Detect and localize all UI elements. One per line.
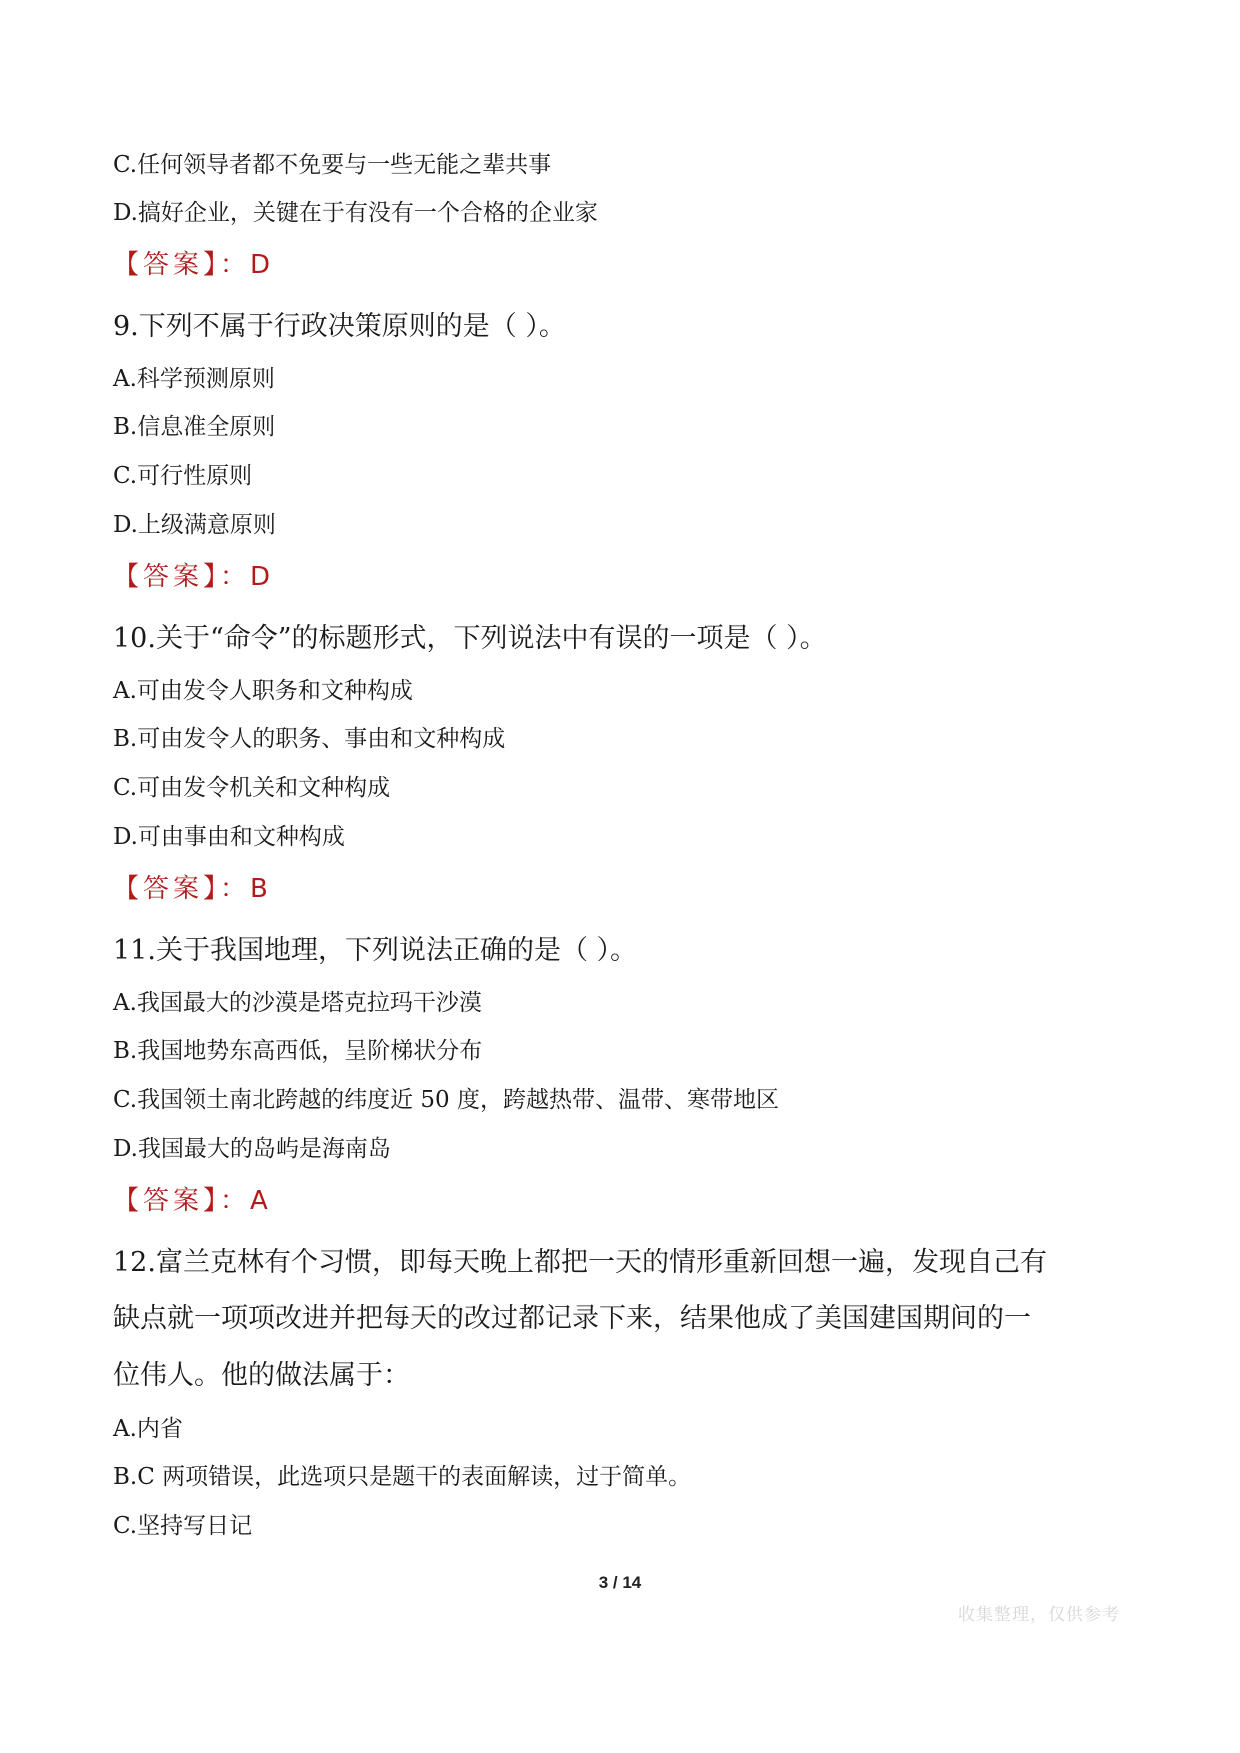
answer-label: 【答案】： [113,1186,251,1216]
question-title: 11.关于我国地理，下列说法正确的是（ ）。 [113,935,638,966]
option-d: D.搞好企业，关键在于有没有一个合格的企业家 [113,200,598,226]
option-c: C.我国领土南北跨越的纬度近 50 度，跨越热带、温带、寒带地区 [113,1087,779,1113]
option-b: B.我国地势东高西低，呈阶梯状分布 [113,1038,483,1064]
answer-label: 【答案】： [113,874,251,904]
question-title: 9.下列不属于行政决策原则的是（ ）。 [113,311,566,342]
question-title-line-2: 缺点就一项项改进并把每天的改过都记录下来，结果他成了美国建国期间的一 [113,1303,1031,1334]
option-d: D.上级满意原则 [113,512,276,538]
option-b: B.信息准全原则 [113,414,276,440]
question-title-line-3: 位伟人。他的做法属于： [113,1360,410,1391]
option-a: A.可由发令人职务和文种构成 [113,678,413,704]
option-b: B.可由发令人的职务、事由和文种构成 [113,726,506,752]
question-title: 10.关于“命令”的标题形式，下列说法中有误的一项是（ ）。 [113,623,827,654]
question-title-line-1: 12.富兰克林有个习惯，即每天晚上都把一天的情形重新回想一遍，发现自己有 [113,1247,1047,1278]
answer-line [113,1188,268,1214]
answer-value: D [250,562,271,592]
answer-value: B [250,874,268,904]
option-b: B.C 两项错误，此选项只是题干的表面解读，过于简单。 [113,1464,692,1490]
answer-line [113,252,270,278]
answer-line [113,876,268,902]
option-c: C.坚持写日记 [113,1513,253,1539]
answer-line [113,564,270,590]
watermark-text: 收集整理，仅供参考 [958,1605,1120,1625]
option-a: A.我国最大的沙漠是塔克拉玛干沙漠 [113,990,482,1016]
option-a: A.科学预测原则 [113,366,275,392]
option-c: C.可行性原则 [113,463,253,489]
answer-value: D [250,250,271,280]
option-d: D.可由事由和文种构成 [113,824,345,850]
answer-label: 【答案】： [113,562,251,592]
answer-value: A [250,1186,268,1216]
option-a: A.内省 [113,1416,183,1442]
option-d: D.我国最大的岛屿是海南岛 [113,1136,391,1162]
option-c: C.可由发令机关和文种构成 [113,775,391,801]
answer-label: 【答案】： [113,250,251,280]
option-c: C.任何领导者都不免要与一些无能之辈共事 [113,152,552,178]
page-number: 3 / 14 [598,1573,642,1592]
